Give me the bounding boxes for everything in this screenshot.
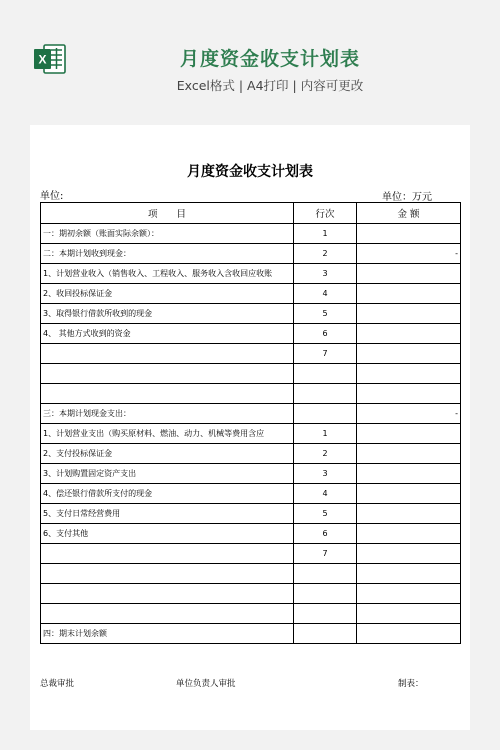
item-cell: 一：期初余额（账面实际余额）： [41, 224, 294, 244]
table-row [41, 484, 461, 504]
page-header [0, 0, 500, 120]
cash-plan-table [40, 202, 461, 644]
column-header-item: 项 目 [41, 203, 294, 224]
table-row [41, 464, 461, 484]
amount-cell: - [357, 404, 461, 424]
amount-cell [357, 304, 461, 324]
page-subtitle: Excel格式 | A4打印 | 内容可更改 [176, 78, 364, 93]
line-cell: 1 [294, 424, 357, 444]
table-row [41, 284, 461, 304]
line-cell: 7 [294, 544, 357, 564]
item-cell [41, 544, 294, 564]
item-cell: 2、收回投标保证金 [41, 284, 294, 304]
table-row [41, 584, 461, 604]
line-cell [294, 564, 357, 584]
item-cell: 二：本期计划收到现金： [41, 244, 294, 264]
amount-cell: - [357, 244, 461, 264]
item-cell: 4、 其他方式收到的资金 [41, 324, 294, 344]
line-cell: 2 [294, 444, 357, 464]
item-cell [41, 384, 294, 404]
table-header-row [41, 203, 461, 224]
table-row [41, 624, 461, 644]
line-cell: 7 [294, 344, 357, 364]
amount-cell [357, 544, 461, 564]
table-row [41, 324, 461, 344]
table-row [41, 264, 461, 284]
amount-cell [357, 224, 461, 244]
line-cell: 4 [294, 284, 357, 304]
amount-cell [357, 584, 461, 604]
amount-cell [357, 264, 461, 284]
amount-cell [357, 424, 461, 444]
table-row [41, 364, 461, 384]
amount-cell [357, 444, 461, 464]
amount-cell [357, 324, 461, 344]
item-cell: 3、取得银行借款所收到的现金 [41, 304, 294, 324]
table-row [41, 424, 461, 444]
item-cell [41, 344, 294, 364]
amount-cell [357, 464, 461, 484]
line-cell [294, 624, 357, 644]
item-cell [41, 604, 294, 624]
line-cell: 4 [294, 484, 357, 504]
line-cell: 3 [294, 464, 357, 484]
table-row [41, 244, 461, 264]
column-header-amount: 金 额 [357, 203, 461, 224]
table-row [41, 604, 461, 624]
amount-cell [357, 504, 461, 524]
item-cell: 1、计划营业支出（购买原材料、燃油、动力、机械等费用含应 [41, 424, 294, 444]
table-row [41, 504, 461, 524]
item-cell: 三：本期计划现金支出： [41, 404, 294, 424]
line-cell: 3 [294, 264, 357, 284]
table-row [41, 384, 461, 404]
table-row [41, 544, 461, 564]
line-cell: 1 [294, 224, 357, 244]
item-cell: 四：期末计划余额 [41, 624, 294, 644]
line-cell [294, 584, 357, 604]
line-cell: 5 [294, 504, 357, 524]
prepared-by-label: 制表： [398, 679, 424, 689]
unit-head-approval-label: 单位负责人审批 [176, 679, 236, 689]
unit-value-label: 单位：万元 [382, 192, 432, 203]
item-cell [41, 564, 294, 584]
line-cell [294, 404, 357, 424]
item-cell: 6、支付其他 [41, 524, 294, 544]
table-row [41, 344, 461, 364]
table-row [41, 404, 461, 424]
table-row [41, 564, 461, 584]
item-cell: 2、支付投标保证金 [41, 444, 294, 464]
svg-text:X: X [38, 52, 47, 67]
amount-cell [357, 524, 461, 544]
table-row [41, 524, 461, 544]
item-cell: 1、计划营业收入（销售收入、工程收入、服务收入含收回应收账 [41, 264, 294, 284]
amount-cell [357, 484, 461, 504]
amount-cell [357, 564, 461, 584]
table-row [41, 444, 461, 464]
document-title: 月度资金收支计划表 [187, 164, 313, 180]
item-cell [41, 584, 294, 604]
amount-cell [357, 624, 461, 644]
unit-label: 单位: [40, 191, 64, 202]
line-cell [294, 364, 357, 384]
amount-cell [357, 284, 461, 304]
amount-cell [357, 384, 461, 404]
item-cell: 4、偿还银行借款所支付的现金 [41, 484, 294, 504]
amount-cell [357, 344, 461, 364]
column-header-line: 行次 [294, 203, 357, 224]
table-row [41, 304, 461, 324]
item-cell: 5、支付日常经营费用 [41, 504, 294, 524]
line-cell: 6 [294, 324, 357, 344]
line-cell: 6 [294, 524, 357, 544]
item-cell [41, 364, 294, 384]
line-cell: 5 [294, 304, 357, 324]
line-cell [294, 384, 357, 404]
amount-cell [357, 364, 461, 384]
table-row [41, 224, 461, 244]
item-cell: 3、计划购置固定资产支出 [41, 464, 294, 484]
general-approval-label: 总裁审批 [40, 679, 75, 689]
line-cell [294, 604, 357, 624]
line-cell: 2 [294, 244, 357, 264]
page-title: 月度资金收支计划表 [179, 48, 360, 70]
amount-cell [357, 604, 461, 624]
document-preview [30, 125, 470, 730]
